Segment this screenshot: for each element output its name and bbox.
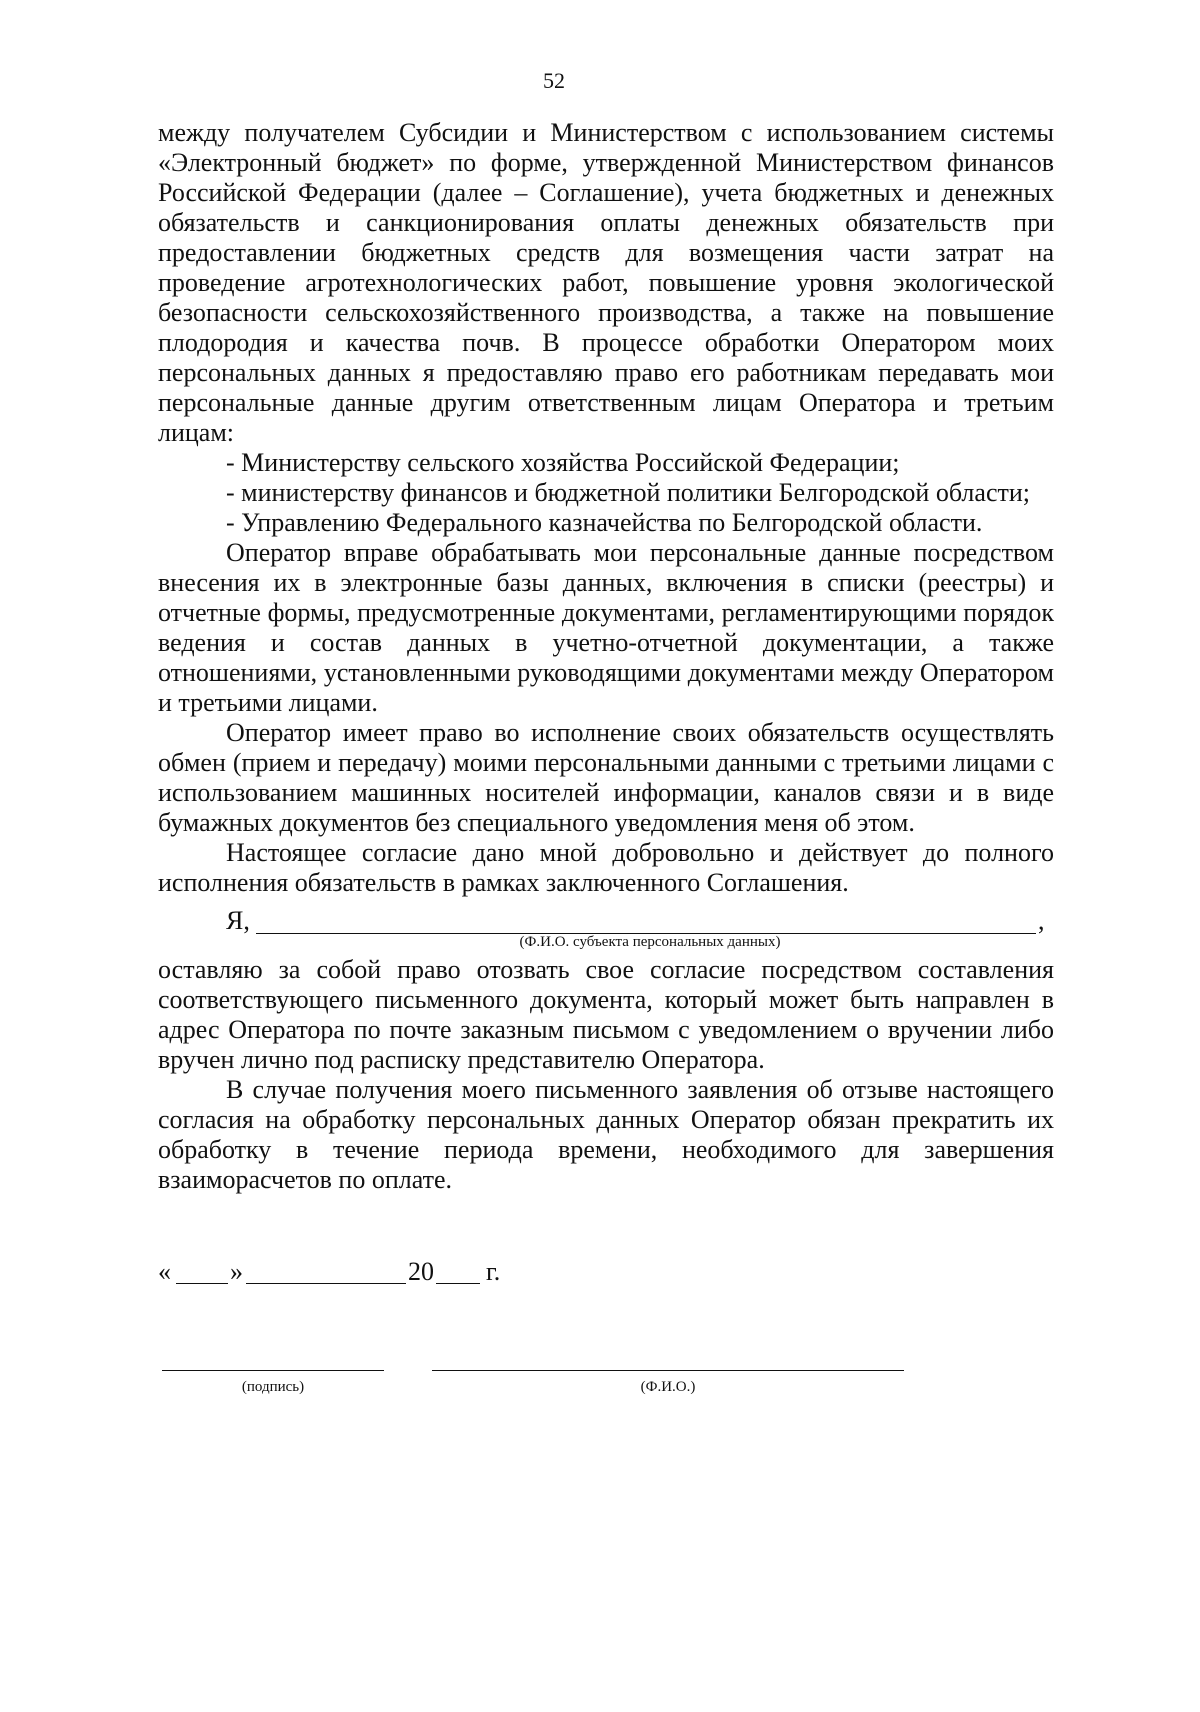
- date-line: [158, 1257, 518, 1291]
- signature-caption: (подпись): [241, 1379, 305, 1395]
- date-open-quote: «: [158, 1257, 171, 1286]
- day-blank[interactable]: [176, 1283, 228, 1284]
- subject-name-caption: (Ф.И.О. субъекта персональных данных): [519, 934, 781, 950]
- revocation-paragraph: оставляю за собой право отозвать свое согласие посредством составления соответствующего письменного документа, который может быть направлен в адрес Оператора по почте заказным письмом с уведомлением о вручении либо вручен лично под расписку представителю Оператора.: [158, 955, 1054, 1074]
- date-century: 20: [408, 1257, 434, 1286]
- recipient-item-2: - министерству финансов и бюджетной политики Белгородской области;: [226, 478, 1030, 507]
- ya-comma: ,: [1038, 906, 1045, 935]
- year-suffix: г.: [486, 1257, 501, 1286]
- page-number: 52: [543, 68, 565, 93]
- intro-paragraph: между получателем Субсидии и Министерством с использованием системы «Электронный бюджет» по форме, утвержденной Министерством финансов Российской Федерации (далее – Соглашение), учета бюджетных и денежных обязательств и санкционирования оплаты денежных обязательств при предоставлении бюджетных средств для возмещения части затрат на проведение агротехнологических работ, повышение уровня экологической безопасности сельскохозяйственного производства, а также на повышение плодородия и качества почв. В процессе обработки Оператором моих персональных данных я предоставляю право его работникам передавать мои персональные данные другим ответственным лицам Оператора и третьим лицам:: [158, 118, 1054, 447]
- fio-caption: (Ф.И.О.): [640, 1379, 696, 1395]
- date-close-quote: »: [230, 1257, 243, 1286]
- termination-paragraph: В случае получения моего письменного заявления об отзыве настоящего согласия на обработку персональных данных Оператор обязан прекратить их обработку в течение периода времени, необходимого для завершения взаиморасчетов по оплате.: [158, 1075, 1054, 1194]
- recipient-item-3: - Управлению Федерального казначейства по Белгородской области.: [226, 508, 983, 537]
- processing-rights-paragraph: Оператор вправе обрабатывать мои персональные данные посредством внесения их в электронные базы данных, включения в списки (реестры) и отчетные формы, предусмотренные документами, регламентирующими порядок ведения и состав данных в учетно-отчетной документации, а также отношениями, установленными руководящими документами между Оператором и третьими лицами.: [158, 538, 1054, 717]
- body-top: [158, 118, 1054, 898]
- month-blank[interactable]: [246, 1283, 406, 1284]
- voluntary-consent-paragraph: Настоящее согласие дано мной добровольно и действует до полного исполнения обязательств в рамках заключенного Соглашения.: [158, 838, 1054, 897]
- body-bottom: [158, 955, 1054, 1195]
- data-exchange-paragraph: Оператор имеет право во исполнение своих обязательств осуществлять обмен (прием и передачу) моими персональными данными с третьими лицами с использованием машинных носителей информации, каналов связи и в виде бумажных документов без специального уведомления меня об этом.: [158, 718, 1054, 837]
- fio-line[interactable]: [432, 1370, 904, 1371]
- signature-line[interactable]: [162, 1370, 384, 1371]
- year-blank[interactable]: [436, 1283, 480, 1284]
- recipient-item-1: - Министерству сельского хозяйства Российской Федерации;: [226, 448, 900, 477]
- ya-label: Я,: [226, 906, 250, 935]
